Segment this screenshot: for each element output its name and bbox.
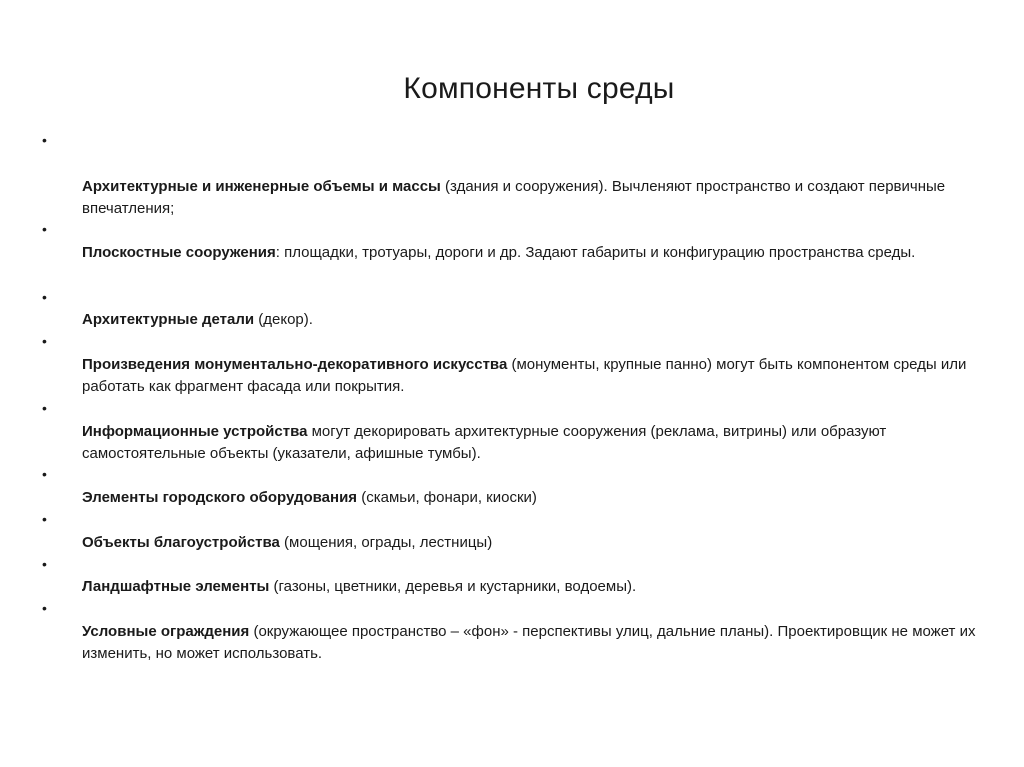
item-text: (газоны, цветники, деревья и кустарники, водоемы). [269, 578, 637, 595]
item-text: (скамьи, фонари, киоски) [357, 489, 537, 506]
list-item [82, 576, 1002, 598]
list-item [82, 354, 1002, 398]
item-text: (здания и сооружения). Вычленяют пространство и создают первичные впечатления; [82, 178, 946, 217]
list-item [82, 176, 1002, 220]
list-item [82, 487, 1002, 509]
bullet-icon: • [42, 600, 47, 616]
item-term: Произведения монументально-декоративного искусства [82, 356, 508, 373]
slide-title: Компоненты среды [403, 72, 675, 105]
item-term: Объекты благоустройства [82, 534, 280, 551]
bullet-icon: • [42, 400, 47, 416]
item-term: Условные ограждения [82, 623, 250, 640]
bullet-icon: • [42, 511, 47, 527]
bullet-icon: • [42, 333, 47, 349]
list-item [82, 532, 1002, 554]
item-term: Архитектурные и инженерные объемы и массы [82, 178, 441, 195]
item-text: : площадки, тротуары, дороги и др. Задают габариты и конфигурацию пространства среды. [275, 244, 916, 261]
item-term: Плоскостные сооружения [82, 244, 276, 261]
list-item [82, 621, 1002, 665]
item-term: Архитектурные детали [82, 311, 255, 328]
item-text: (монументы, крупные панно) могут быть компонентом среды или работать как фрагмент фасада или покрытия. [82, 356, 967, 395]
item-text: (декор). [254, 311, 313, 328]
bullet-icon: • [42, 132, 47, 148]
list-item [82, 309, 1002, 331]
list-item [82, 421, 1002, 465]
item-term: Информационные устройства [82, 423, 308, 440]
bullet-icon: • [42, 221, 47, 237]
list-item [82, 242, 1002, 264]
item-term: Ландшафтные элементы [82, 578, 270, 595]
item-text: (окружающее пространство – «фон» - перспективы улиц, дальние планы). Проектировщик не может их изменить, но может использовать. [82, 623, 976, 662]
item-text: могут декорировать архитектурные сооружения (реклама, витрины) или образуют самостоятельные объекты (указатели, афишные тумбы). [82, 423, 887, 462]
bullet-icon: • [42, 466, 47, 482]
item-text: (мощения, ограды, лестницы) [279, 534, 493, 551]
bullet-icon: • [42, 289, 47, 305]
item-term: Элементы городского оборудования [82, 489, 358, 506]
bullet-icon: • [42, 556, 47, 572]
